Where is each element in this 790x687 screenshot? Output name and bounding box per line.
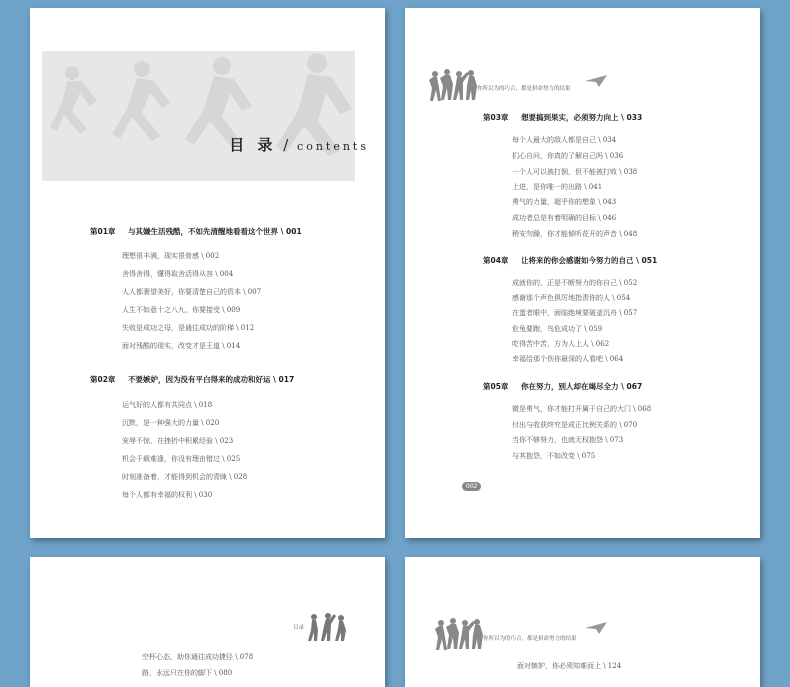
chapter-number: 第02章 <box>90 375 116 384</box>
toc-entry[interactable]: 成就你的，正是不断努力的你自己 \ 052 <box>512 279 638 287</box>
title-english: contents <box>297 140 369 153</box>
toc-entry[interactable]: 付出与收获终究是成正比例关系的 \ 070 <box>512 421 638 429</box>
chapter-heading[interactable] <box>483 255 657 266</box>
toc-entry[interactable]: 感谢那个声色俱厉地指责你的人 \ 054 <box>512 294 631 302</box>
chapter-number: 第01章 <box>90 227 116 236</box>
toc-entry[interactable]: 沉默，是一种强大的力量 \ 020 <box>122 419 220 427</box>
chapter-heading[interactable] <box>483 112 642 123</box>
dancers-silhouette-icon <box>435 617 485 651</box>
running-header: 你所以为的巧合，都是拼命努力的结果 <box>483 636 577 642</box>
toc-page-left <box>30 8 385 538</box>
toc-page-bottom-left <box>30 557 385 687</box>
paper-plane-icon <box>585 75 607 87</box>
page-number: 002 <box>462 482 481 491</box>
chapter-title: 想要搞到果实，必须努力向上 \ 033 <box>521 113 643 122</box>
toc-entry[interactable]: 吃得苦中苦，方为人上人 \ 062 <box>512 340 610 348</box>
toc-entry[interactable]: 人人都奢望美好，你要清楚自己的资本 \ 007 <box>122 288 262 296</box>
chapter-heading[interactable] <box>90 226 302 237</box>
toc-entry[interactable]: 与其抱怨，不如改变 \ 075 <box>512 452 596 460</box>
toc-entry[interactable]: 每个人都有幸福的权利 \ 030 <box>122 491 213 499</box>
toc-entry[interactable]: 机会千载难逢，你没有理由错过 \ 025 <box>122 455 241 463</box>
toc-entry[interactable]: 人生不如意十之八九，你要接受 \ 009 <box>122 306 241 314</box>
toc-entry[interactable]: 勇气的力量，超乎你的想象 \ 043 <box>512 198 617 206</box>
toc-entry[interactable]: 路，永远只在你的脚下 \ 080 <box>142 669 233 677</box>
running-header: 你所以为的巧合，都是拼命努力的结果 <box>477 86 571 92</box>
toc-entry[interactable]: 舍得舍得，懂得取舍活得从容 \ 004 <box>122 270 234 278</box>
toc-entry[interactable]: 当你不够努力，也就无权抱怨 \ 073 <box>512 436 624 444</box>
chapter-title: 不要嫉妒，因为没有平白得来的成功和好运 \ 017 <box>128 375 295 384</box>
toc-entry[interactable]: 时刻准备着，才能得到机会的青睐 \ 028 <box>122 473 248 481</box>
toc-entry[interactable]: 微是勇气，你才能打开属于自己的大门 \ 068 <box>512 405 652 413</box>
running-header-label: 目录 <box>293 625 305 631</box>
toc-entry[interactable]: 稍安勿躁，你才能倾听花开的声音 \ 048 <box>512 230 638 238</box>
paper-plane-icon <box>585 622 607 634</box>
toc-entry[interactable]: 一个人可以被打倒，但不能被打败 \ 038 <box>512 168 638 176</box>
toc-entry[interactable]: 危兔要跑，鸟危成功了 \ 059 <box>512 325 603 333</box>
toc-entry[interactable]: 失败是成功之母，是通往成功的阶梯 \ 012 <box>122 324 255 332</box>
banner-image <box>42 51 355 181</box>
toc-entry[interactable]: 扪心自问，你真的了解自己吗 \ 036 <box>512 152 624 160</box>
toc-entry[interactable]: 上进，是你唯一的出路 \ 041 <box>512 183 603 191</box>
dancers-silhouette-icon <box>429 68 479 102</box>
toc-entry[interactable]: 在蛋者眼中，面临绝境要破釜沉舟 \ 057 <box>512 309 638 317</box>
toc-entry[interactable]: 幸福给那个伤你最深的人看吧 \ 064 <box>512 355 624 363</box>
chapter-title: 与其嫌生活残酷，不如先清醒地看看这个世界 \ 001 <box>128 227 302 236</box>
toc-entry[interactable]: 每个人最大的敌人都是自己 \ 034 <box>512 136 617 144</box>
toc-entry[interactable]: 宠辱不惊，在挫折中积累经验 \ 023 <box>122 437 234 445</box>
toc-entry[interactable]: 运气好的人都有共同点 \ 018 <box>122 401 213 409</box>
page-title <box>229 134 369 155</box>
chapter-heading[interactable] <box>483 381 642 392</box>
runners-silhouette-icon <box>42 51 355 181</box>
toc-entry[interactable]: 空杯心态，助你通往成功捷径 \ 078 <box>142 653 254 661</box>
chapter-title: 让将来的你会感谢如今努力的自己 \ 051 <box>521 256 658 265</box>
toc-entry[interactable]: 面对嫉妒，你必须知难而上 \ 124 <box>517 662 622 670</box>
chapter-title: 你在努力，别人却在竭尽全力 \ 067 <box>521 382 643 391</box>
toc-page-bottom-right <box>405 557 760 687</box>
title-chinese: 目 录 <box>229 136 277 154</box>
toc-page-right <box>405 8 760 538</box>
chapter-heading[interactable] <box>90 374 294 385</box>
toc-entry[interactable]: 面对残酷的现实，改变才是王道 \ 014 <box>122 342 241 350</box>
chapter-number: 第05章 <box>483 382 509 391</box>
toc-entry[interactable]: 理想很丰满，现实很骨感 \ 002 <box>122 252 220 260</box>
dancers-silhouette-icon <box>308 612 348 642</box>
chapter-number: 第03章 <box>483 113 509 122</box>
title-separator: / <box>283 136 291 154</box>
chapter-number: 第04章 <box>483 256 509 265</box>
toc-entry[interactable]: 成功者总是有着明确的目标 \ 046 <box>512 214 617 222</box>
